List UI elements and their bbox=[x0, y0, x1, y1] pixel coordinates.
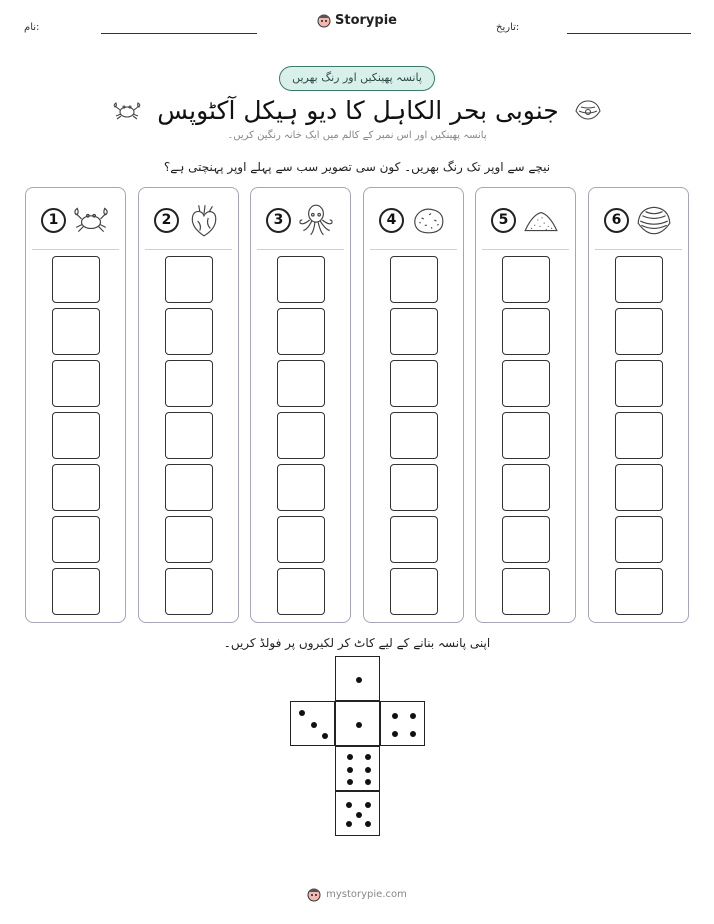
storypie-mascot-icon bbox=[317, 12, 331, 28]
die-pip bbox=[392, 713, 398, 719]
column-divider bbox=[370, 249, 457, 250]
color-box[interactable] bbox=[52, 464, 100, 511]
die-pip bbox=[311, 722, 317, 728]
column-1 bbox=[25, 187, 126, 623]
color-box[interactable] bbox=[390, 308, 438, 355]
color-box[interactable] bbox=[615, 568, 663, 615]
octopus-icon bbox=[297, 202, 335, 238]
die-pip bbox=[410, 731, 416, 737]
color-box[interactable] bbox=[502, 360, 550, 407]
column-divider bbox=[145, 249, 232, 250]
color-box[interactable] bbox=[502, 516, 550, 563]
die-pip bbox=[365, 754, 371, 760]
die-pip bbox=[365, 821, 371, 827]
color-box[interactable] bbox=[277, 256, 325, 303]
die-pip bbox=[347, 767, 353, 773]
color-box[interactable] bbox=[52, 308, 100, 355]
sand-pile-icon bbox=[522, 202, 560, 238]
title-row bbox=[0, 92, 714, 128]
column-number: 5 bbox=[491, 208, 516, 233]
die-pip bbox=[356, 812, 362, 818]
brand-logo bbox=[0, 12, 714, 28]
die-face-5 bbox=[335, 791, 380, 836]
color-box[interactable] bbox=[165, 412, 213, 459]
color-box[interactable] bbox=[615, 516, 663, 563]
column-5 bbox=[475, 187, 576, 623]
color-box[interactable] bbox=[165, 256, 213, 303]
column-4 bbox=[363, 187, 464, 623]
die-face-6 bbox=[335, 746, 380, 791]
color-box[interactable] bbox=[277, 568, 325, 615]
color-box[interactable] bbox=[502, 412, 550, 459]
color-box[interactable] bbox=[277, 360, 325, 407]
color-box[interactable] bbox=[277, 412, 325, 459]
heart-organ-icon bbox=[185, 202, 223, 238]
color-box[interactable] bbox=[52, 412, 100, 459]
column-2 bbox=[138, 187, 239, 623]
instruction: نیچے سے اوپر تک رنگ بھریں۔ کون سی تصویر سب سے پہلے اوپر پہنچتی ہے؟ bbox=[163, 160, 551, 174]
color-box[interactable] bbox=[52, 568, 100, 615]
die-pip bbox=[365, 767, 371, 773]
color-box[interactable] bbox=[277, 464, 325, 511]
brand-name: Storypie bbox=[335, 12, 397, 28]
column-header bbox=[139, 202, 238, 238]
footer bbox=[0, 886, 714, 902]
activity-pill bbox=[0, 66, 714, 91]
storypie-mascot-icon bbox=[307, 886, 321, 902]
color-box[interactable] bbox=[390, 516, 438, 563]
color-box[interactable] bbox=[390, 568, 438, 615]
pill-text: پانسہ پھینکیں اور رنگ بھریں bbox=[279, 66, 435, 91]
crab-icon bbox=[72, 202, 110, 238]
column-3 bbox=[250, 187, 351, 623]
color-box[interactable] bbox=[615, 412, 663, 459]
column-6 bbox=[588, 187, 689, 623]
die-pip bbox=[392, 731, 398, 737]
date-line[interactable] bbox=[567, 33, 691, 34]
column-number: 4 bbox=[379, 208, 404, 233]
column-header bbox=[26, 202, 125, 238]
die-pip bbox=[299, 710, 305, 716]
name-label: نام: bbox=[24, 22, 40, 33]
clam-shell-icon bbox=[635, 202, 673, 238]
column-divider bbox=[482, 249, 569, 250]
die-pip bbox=[356, 722, 362, 728]
subtitle: پانسہ پھینکیں اور اس نمبر کے کالم میں ایک خانہ رنگین کریں۔ bbox=[227, 130, 487, 141]
column-divider bbox=[257, 249, 344, 250]
column-number: 1 bbox=[41, 208, 66, 233]
die-pip bbox=[410, 713, 416, 719]
color-box[interactable] bbox=[52, 256, 100, 303]
column-number: 6 bbox=[604, 208, 629, 233]
color-box[interactable] bbox=[165, 308, 213, 355]
color-box[interactable] bbox=[502, 256, 550, 303]
page-title: جنوبی بحر الکاہل کا دیو ہیکل آکٹوپس bbox=[157, 95, 559, 125]
color-box[interactable] bbox=[502, 568, 550, 615]
die-face-4 bbox=[380, 701, 425, 746]
color-box[interactable] bbox=[390, 256, 438, 303]
date-label: تاریخ: bbox=[496, 22, 520, 33]
column-header bbox=[364, 202, 463, 238]
die-face-3 bbox=[290, 701, 335, 746]
color-box[interactable] bbox=[390, 360, 438, 407]
column-header bbox=[251, 202, 350, 238]
color-box[interactable] bbox=[165, 516, 213, 563]
color-box[interactable] bbox=[277, 516, 325, 563]
column-number: 2 bbox=[154, 208, 179, 233]
color-box[interactable] bbox=[615, 308, 663, 355]
color-box[interactable] bbox=[502, 308, 550, 355]
oyster-icon bbox=[573, 97, 603, 123]
color-box[interactable] bbox=[277, 308, 325, 355]
column-header bbox=[589, 202, 688, 238]
color-box[interactable] bbox=[52, 360, 100, 407]
die-pip bbox=[365, 802, 371, 808]
color-box[interactable] bbox=[615, 360, 663, 407]
color-box[interactable] bbox=[615, 256, 663, 303]
fold-instruction: اپنی پانسہ بنانے کے لیے کاٹ کر لکیروں پر فولڈ کریں۔ bbox=[223, 636, 491, 650]
column-number: 3 bbox=[266, 208, 291, 233]
die-pip bbox=[346, 821, 352, 827]
die-pip bbox=[356, 677, 362, 683]
die-pip bbox=[347, 754, 353, 760]
die-pip bbox=[347, 779, 353, 785]
color-box[interactable] bbox=[165, 360, 213, 407]
crab-icon bbox=[111, 97, 143, 123]
name-line[interactable] bbox=[101, 33, 257, 34]
die-face-1 bbox=[335, 701, 380, 746]
color-box[interactable] bbox=[390, 464, 438, 511]
column-header bbox=[476, 202, 575, 238]
color-box[interactable] bbox=[165, 464, 213, 511]
die-pip bbox=[365, 779, 371, 785]
die-pip bbox=[346, 802, 352, 808]
column-divider bbox=[32, 249, 119, 250]
footer-text: mystorypie.com bbox=[326, 888, 407, 900]
color-box[interactable] bbox=[390, 412, 438, 459]
die-pip bbox=[322, 733, 328, 739]
color-box[interactable] bbox=[502, 464, 550, 511]
color-box[interactable] bbox=[52, 516, 100, 563]
color-box[interactable] bbox=[165, 568, 213, 615]
color-box[interactable] bbox=[615, 464, 663, 511]
rock-icon bbox=[410, 202, 448, 238]
column-divider bbox=[595, 249, 682, 250]
die-face-1 bbox=[335, 656, 380, 701]
